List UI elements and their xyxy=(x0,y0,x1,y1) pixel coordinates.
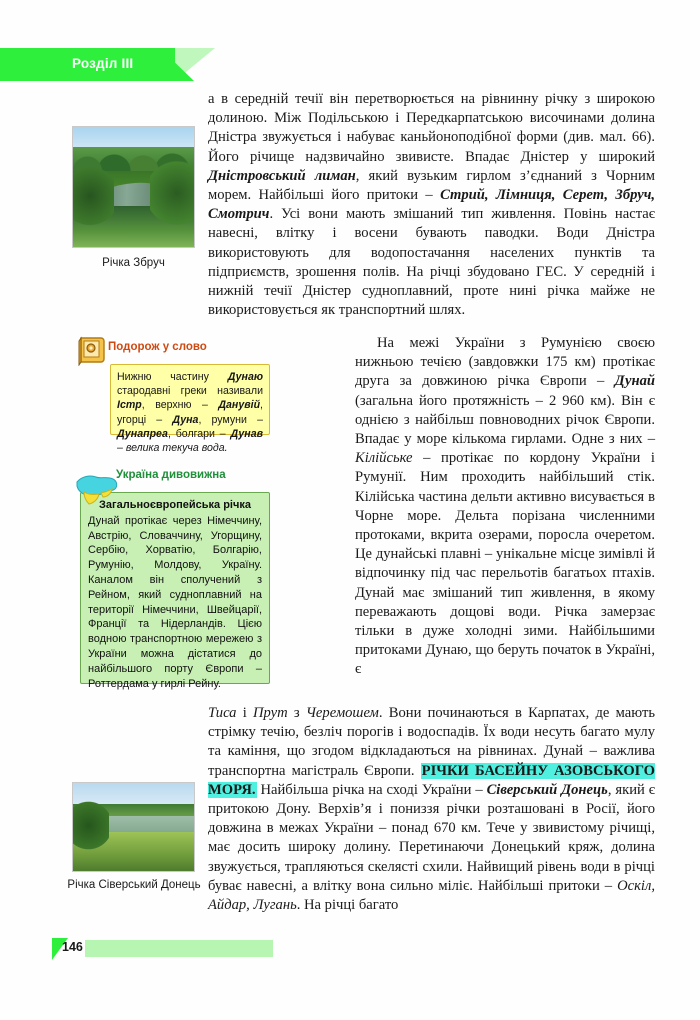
box-ukraine-amazing xyxy=(80,492,270,690)
paragraph-dunai xyxy=(355,334,655,680)
box-ukraine-amazing-text: Дунай протікає через Німеччину, Австрію, Словаччину, Угорщину, Сербію, Хорватію, Болгарію, Румунію, Молдову, Україну. Каналом він сполучений з Рейном, який судноплавний на території Німеччини, Швейцарії, Франції та Нідерландів. Цією водною транспортною мережею з України можна дістатися до найбільшого порту Європи – Роттердама у гирлі Рейну. xyxy=(88,514,262,690)
footer-band xyxy=(85,940,273,957)
box-ukraine-amazing-body xyxy=(88,498,262,691)
box-title-word-journey: Подорож у слово xyxy=(108,341,207,353)
photo-bush-right xyxy=(150,156,195,230)
paragraph-dunai-text: На межі України з Румунією своєю нижньою течією (завдовжки 175 км) протікає друга за довжиною річка Європи – Дунай (загальна його протяжність – 2 960 км). Він є однією з найбільш повноводних річок Європи. Впадає у море кількома гирлами. Одне з них – Кілійське – протікає по кордону України і Румунії. Ним проходить найбільший стік. Кілійська частина дельти активно висувається в Чорне море. Дельта порізана численними протоками, вкрита озерами, поросла очеретом. Це дунайські плавні – унікальне місце зимівлі й відпочинку під час перельотів багатьох птахів. Дунай має змішаний тип живлення, в якому переважають дощові води. Річка замерзає тільки в дуже холодні зими. Найбільшими притоками Дунаю, що беруть початок в Україні, є xyxy=(355,335,655,678)
ukraine-map-icon xyxy=(74,470,120,510)
banner-band-notch xyxy=(160,48,194,81)
paragraph-azov-basin xyxy=(208,704,655,915)
river-siverskyi-donets-caption: Річка Сіверський Донець xyxy=(67,879,201,891)
box-title-ukraine-amazing: Україна дивовижна xyxy=(116,469,226,481)
box-word-journey-body: Нижню частину Дунаю стародавні греки називали Істр, верхню – Данувій, угорці – Дуна, румуни – Дунапреа, болгари – Дунав – велика текуча вода. xyxy=(117,371,263,455)
book-icon xyxy=(78,334,108,366)
photo2-tree xyxy=(72,799,109,852)
paragraph-azov-basin-text: Тиса і Прут з Черемошем. Вони починаються в Карпатах, де мають стрімку течію, безліч порогів і водоспадів. Їх води несуть багато мулу та каміння, що згодом відкладаються на рівнинах. Дунай – важлива транспортна магістраль Європи. РІЧКИ БАСЕЙНУ АЗОВСЬКОГО МОРЯ. Найбільша річка на сході України – Сіверський Донець, який є притокою Дону. Верхів’я і пониззя річки розташовані в Росії, його довжина в межах України – понад 670 км. Тече у звивистому річищі, має досить широку долину. Перетинаючи Донецький кряж, долина звужується, трапляються скелясті схили. Найвищий рівень води в річці буває навесні, а влітку вона сильно міліє. Найбільші притоки – Оскіл, Айдар, Лугань. На річці багато xyxy=(208,705,656,914)
box-word-journey xyxy=(110,364,270,455)
box-ukraine-amazing-subtitle: Загальноєвропейська річка xyxy=(99,499,251,511)
river-zbruch-photo xyxy=(72,126,195,248)
river-siverskyi-donets-photo xyxy=(72,782,195,872)
page-number: 146 xyxy=(62,940,83,954)
photo-bush-left xyxy=(72,163,114,229)
chapter-label: Розділ III xyxy=(72,56,134,71)
river-zbruch-caption: Річка Збруч xyxy=(102,257,165,269)
paragraph-dnister-text: а в середній течії він перетворюється на рівнинну річку з широкою долиною. Між Подільською і Передкарпатською височинами долина Дністра звужується і набуває каньйоноподібної форми (див. мал. 66). Його річище надзвичайно звивисте. Впадає Дністер у широкий Дністровський лиман, який вузьким гирлом з’єднаний з Чорним морем. Найбільші його притоки – Стрий, Лімниця, Серет, Збруч, Смотрич. Усі вони мають змішаний тип живлення. Повінь настає навесні, влітку і восени бувають паводки. Води Дністра використовують для водопостачання населених пунктів та підприємств, зрошення полів. На річці збудовано ГЕС. У середній і нижній течії Дністер судноплавний, проте нині річка майже не використовується як транспортний шлях. xyxy=(208,91,655,319)
paragraph-dnister xyxy=(208,90,655,320)
page-footer-band xyxy=(52,938,272,960)
